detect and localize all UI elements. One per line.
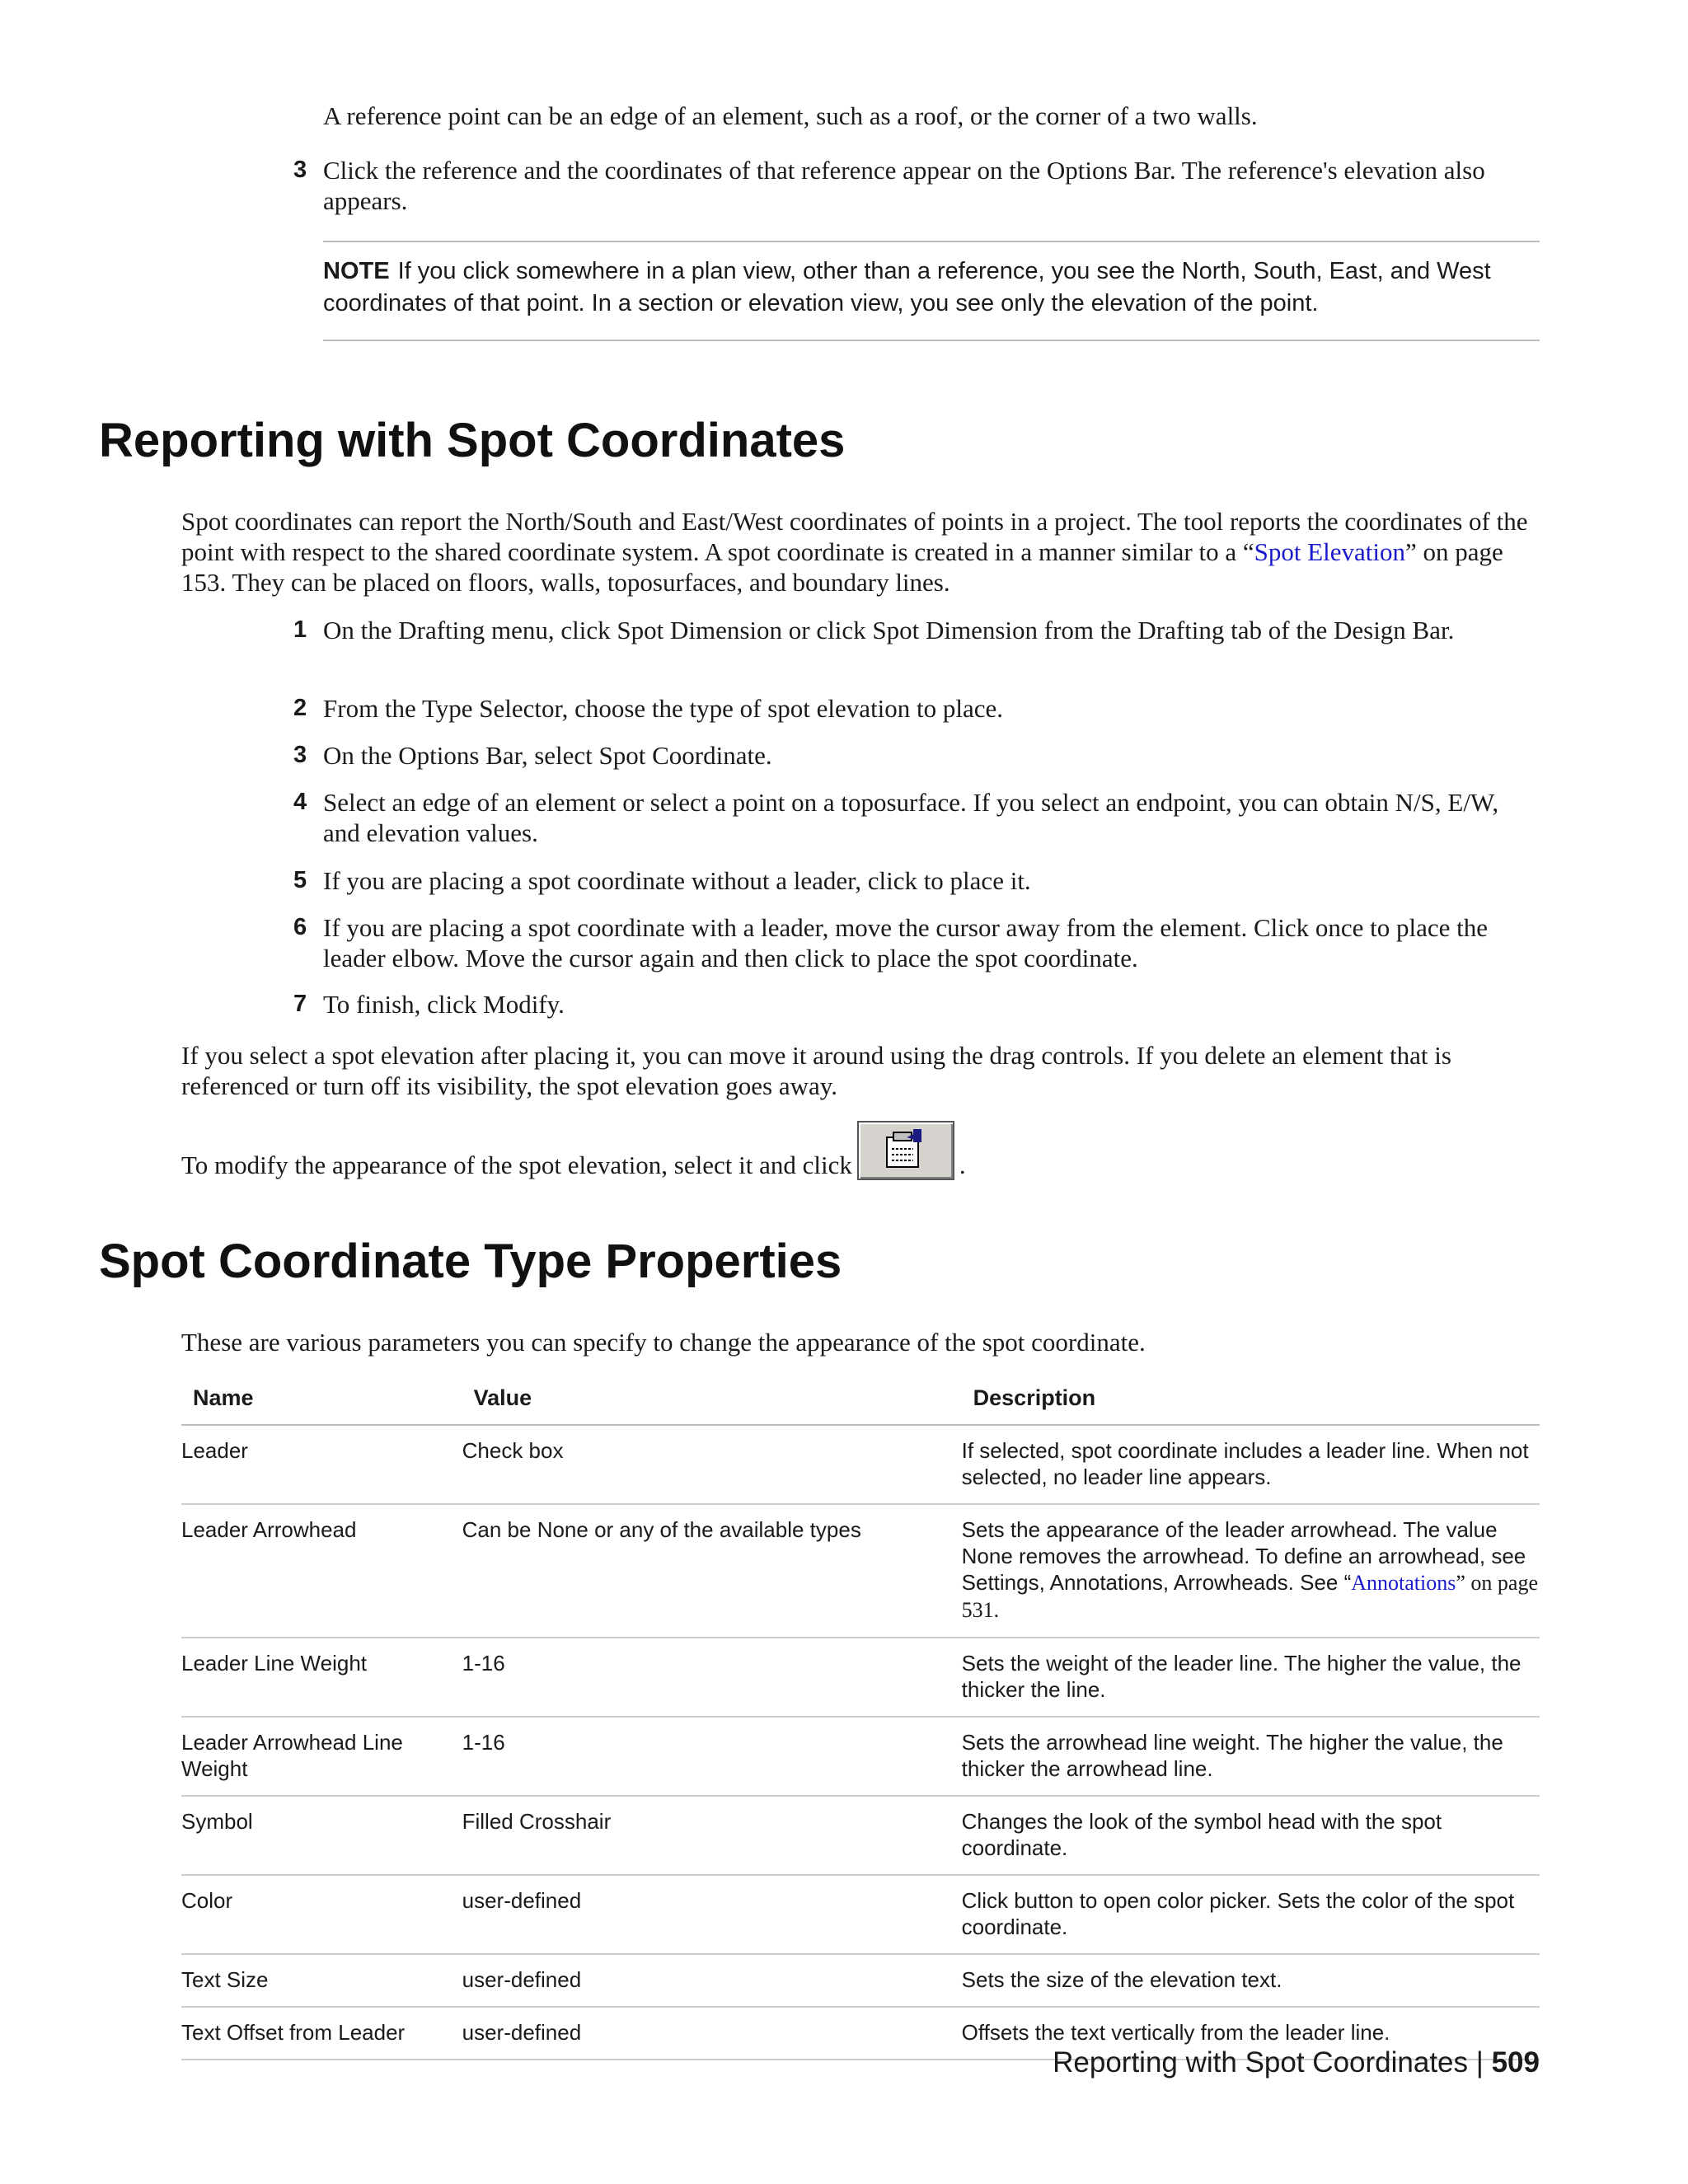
- type-properties-table: [181, 1375, 1540, 2060]
- param-name: Leader Arrowhead Line Weight: [181, 1717, 462, 1796]
- table-header-row: [181, 1375, 1540, 1425]
- step-number: 4: [293, 789, 307, 815]
- param-name: Leader Arrowhead: [181, 1504, 462, 1638]
- spot-elevation-link[interactable]: Spot Elevation: [1254, 537, 1406, 566]
- para1-text-a: Spot coordinates can report the North/South and East/West coordinates of points in a project. The tool reports the coordinates of the point with respect to the shared coordinate system. A spot coordinate is created in a manner similar to a “: [181, 507, 1528, 566]
- step-text: From the Type Selector, choose the type of spot elevation to place.: [323, 694, 1004, 723]
- step-text: On the Drafting menu, click Spot Dimension or click Spot Dimension from the Drafting tab of the Design Bar.: [323, 616, 1455, 644]
- param-value: Can be None or any of the available types: [462, 1504, 962, 1638]
- step-number: 3: [293, 742, 307, 768]
- table-row: [181, 1796, 1540, 1875]
- note-block: [323, 255, 1540, 320]
- note-text: If you click somewhere in a plan view, other than a reference, you see the North, South, East, and West coordinates of that point. In a section or elevation view, you see only the elevation of the point.: [323, 258, 1491, 316]
- drag-controls-paragraph: If you select a spot elevation after placing it, you can move it around using the drag controls. If you delete an element that is referenced or turn off its visibility, the spot elevation goes away.: [181, 1041, 1451, 1100]
- param-description: If selected, spot coordinate includes a leader line. When not selected, no leader line appears.: [962, 1425, 1540, 1504]
- section-heading-type-properties: Spot Coordinate Type Properties: [99, 1235, 842, 1288]
- section-intro-paragraph: [181, 506, 1540, 598]
- param-description: Click button to open color picker. Sets the color of the spot coordinate.: [962, 1875, 1540, 1954]
- column-header-value: Value: [462, 1375, 962, 1425]
- desc-text-a: Sets the appearance of the leader arrowhead. The value None removes the arrowhead. To define an arrowhead, see Settings, Annotations, Arrowheads. See “: [961, 1517, 1526, 1595]
- step-text: On the Options Bar, select Spot Coordinate.: [323, 741, 772, 770]
- param-name: Text Size: [181, 1954, 462, 2007]
- table-row: [181, 1954, 1540, 2007]
- param-description: Changes the look of the symbol head with the spot coordinate.: [962, 1796, 1540, 1875]
- param-value: user-defined: [462, 1875, 962, 1954]
- param-name: Leader Line Weight: [181, 1638, 462, 1717]
- page-number: 509: [1491, 2046, 1540, 2079]
- table-row: [181, 1875, 1540, 1954]
- param-value: 1-16: [462, 1638, 962, 1717]
- param-name: Leader: [181, 1425, 462, 1504]
- step-text: If you are placing a spot coordinate without a leader, click to place it.: [323, 866, 1031, 895]
- element-properties-icon[interactable]: [857, 1121, 954, 1180]
- step-text: Click the reference and the coordinates of that reference appear on the Options Bar. The reference's elevation also appears.: [323, 156, 1485, 215]
- para1-text-b: ” on page 153. They can be placed on floors, walls, toposurfaces, and boundary lines.: [181, 537, 1503, 597]
- note-bottom-rule: [323, 340, 1540, 341]
- step-number: 1: [293, 616, 307, 643]
- footer-separator: |: [1475, 2046, 1484, 2079]
- step-number: 2: [293, 695, 307, 721]
- param-name: Text Offset from Leader: [181, 2007, 462, 2060]
- modify-text-end: .: [959, 1151, 966, 1179]
- step-number: 5: [293, 867, 307, 893]
- note-label: NOTE: [323, 258, 390, 284]
- step-number: 7: [293, 991, 307, 1017]
- table-row: [181, 1638, 1540, 1717]
- param-value: 1-16: [462, 1717, 962, 1796]
- step-number: 6: [293, 914, 307, 940]
- type-properties-intro: These are various parameters you can specify to change the appearance of the spot coordinate.: [181, 1328, 1146, 1357]
- step-number: 3: [293, 157, 307, 183]
- table-row: [181, 1504, 1540, 1638]
- param-description: Sets the weight of the leader line. The higher the value, the thicker the line.: [962, 1638, 1540, 1717]
- modify-text: To modify the appearance of the spot elevation, select it and click: [181, 1151, 852, 1179]
- table-row: [181, 1425, 1540, 1504]
- param-value: user-defined: [462, 1954, 962, 2007]
- param-value: Filled Crosshair: [462, 1796, 962, 1875]
- step-text: To finish, click Modify.: [323, 990, 565, 1019]
- step-text: If you are placing a spot coordinate with a leader, move the cursor away from the element. Click once to place the leader elbow. Move the cursor again and then click to place the spot coordinate.: [323, 913, 1489, 972]
- param-value: Check box: [462, 1425, 962, 1504]
- param-value: user-defined: [462, 2007, 962, 2060]
- column-header-description: Description: [962, 1375, 1540, 1425]
- param-description: Sets the size of the elevation text.: [962, 1954, 1540, 2007]
- param-description: Sets the arrowhead line weight. The higher the value, the thicker the arrowhead line.: [962, 1717, 1540, 1796]
- table-row: [181, 1717, 1540, 1796]
- footer-title: Reporting with Spot Coordinates: [1053, 2046, 1469, 2079]
- annotations-link[interactable]: Annotations: [1351, 1571, 1456, 1595]
- param-description: Offsets the text vertically from the leader line.: [962, 2007, 1540, 2060]
- note-top-rule: [323, 241, 1540, 242]
- intro-paragraph: A reference point can be an edge of an element, such as a roof, or the corner of a two walls.: [323, 101, 1258, 130]
- param-name: Symbol: [181, 1796, 462, 1875]
- column-header-name: Name: [181, 1375, 462, 1425]
- step-text: Select an edge of an element or select a point on a toposurface. If you select an endpoint, you can obtain N/S, E/W, and elevation values.: [323, 788, 1499, 847]
- section-heading-reporting: Reporting with Spot Coordinates: [99, 414, 846, 467]
- modify-appearance-paragraph: [181, 1121, 1540, 1180]
- param-name: Color: [181, 1875, 462, 1954]
- page-footer: [1053, 2046, 1540, 2080]
- desc-text-b: ” on page 531.: [961, 1571, 1538, 1622]
- param-description: [962, 1504, 1540, 1638]
